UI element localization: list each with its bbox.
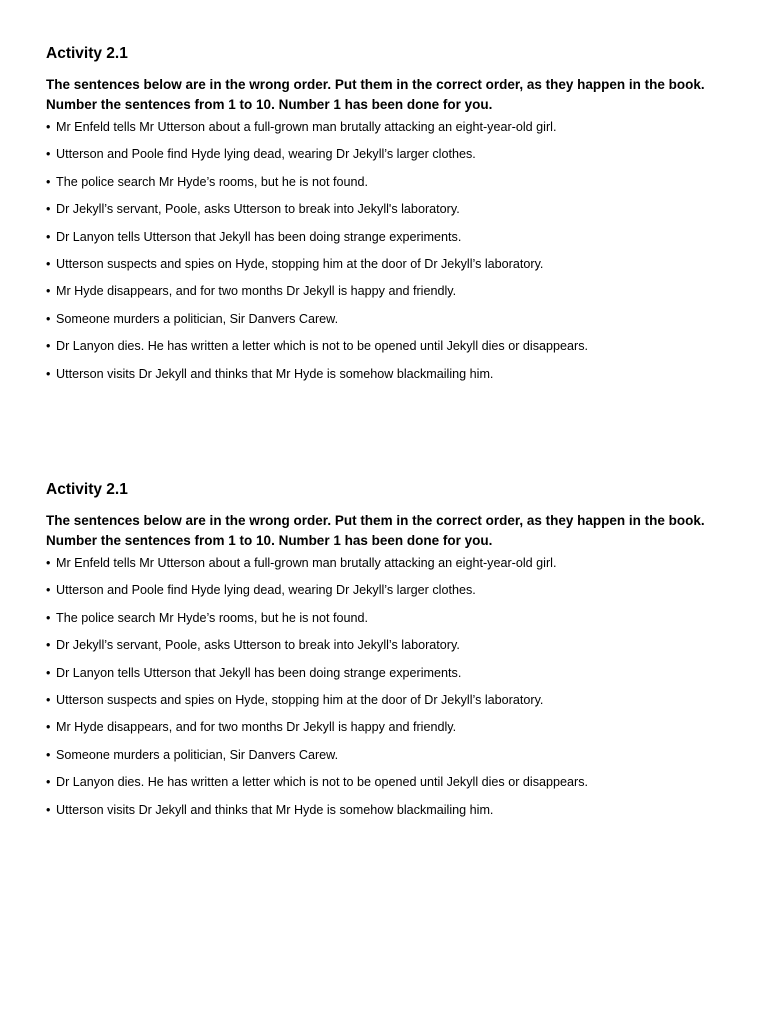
activity-instructions (46, 75, 736, 114)
sentence-item (46, 366, 736, 393)
sentence-text: Mr Enfeld tells Mr Utterson about a full-grown man brutally attacking an eight-year-old girl. (56, 120, 557, 134)
sentence-item (46, 665, 736, 692)
bullet-icon: • (46, 174, 51, 189)
sentence-text: Dr Lanyon dies. He has written a letter which is not to be opened until Jekyll dies or disappears. (56, 775, 589, 790)
instructions-line-2: Number the sentences from 1 to 10. Number 1 has been done for you. (46, 532, 493, 548)
sentence-text: Mr Hyde disappears, and for two months Dr Jekyll is happy and friendly. (56, 284, 457, 299)
bullet-icon: • (46, 665, 51, 680)
sentence-item (46, 229, 736, 256)
sentence-item (46, 719, 736, 746)
bullet-icon: • (46, 556, 51, 570)
sentence-text: Dr Lanyon tells Utterson that Jekyll has been doing strange experiments. (56, 665, 462, 680)
activity-title: Activity 2.1 (46, 45, 128, 62)
bullet-icon: • (46, 256, 51, 271)
bullet-icon: • (46, 202, 51, 217)
instructions-line-2: Number the sentences from 1 to 10. Number 1 has been done for you. (46, 96, 493, 112)
bullet-icon: • (46, 366, 51, 381)
sentence-item (46, 692, 736, 719)
sentence-text: Dr Lanyon tells Utterson that Jekyll has been doing strange experiments. (56, 229, 462, 244)
sentence-text: Utterson and Poole find Hyde lying dead, wearing Dr Jekyll’s larger clothes. (56, 147, 476, 162)
sentence-item (46, 201, 736, 228)
sentence-text: The police search Mr Hyde’s rooms, but he is not found. (56, 174, 368, 189)
sentence-list (46, 555, 736, 829)
instructions-line-1: The sentences below are in the wrong order. Put them in the correct order, as they happen in the book. (46, 513, 705, 528)
sentence-text: Dr Jekyll’s servant, Poole, asks Utterson to break into Jekyll's laboratory. (56, 202, 460, 217)
bullet-icon: • (46, 775, 51, 790)
sentence-item (46, 146, 736, 173)
bullet-icon: • (46, 147, 51, 162)
activity-section-2 (46, 480, 736, 829)
sentence-text: The police search Mr Hyde’s rooms, but he is not found. (56, 610, 368, 625)
bullet-icon: • (46, 692, 51, 707)
bullet-icon: • (46, 747, 51, 762)
sentence-item (46, 119, 736, 146)
sentence-text: Mr Hyde disappears, and for two months Dr Jekyll is happy and friendly. (56, 720, 457, 735)
sentence-text: Mr Enfeld tells Mr Utterson about a full-grown man brutally attacking an eight-year-old girl. (56, 556, 557, 570)
sentence-item (46, 256, 736, 283)
activity-title: Activity 2.1 (46, 481, 128, 498)
sentence-text: Dr Jekyll’s servant, Poole, asks Utterson to break into Jekyll’s laboratory. (56, 638, 460, 653)
sentence-text: Utterson and Poole find Hyde lying dead, wearing Dr Jekyll’s larger clothes. (56, 583, 476, 598)
bullet-icon: • (46, 311, 51, 326)
instructions-line-1: The sentences below are in the wrong order. Put them in the correct order, as they happen in the book. (46, 77, 705, 92)
sentence-item (46, 637, 736, 664)
bullet-icon: • (46, 802, 51, 817)
activity-instructions (46, 511, 736, 550)
bullet-icon: • (46, 720, 51, 735)
sentence-text: Someone murders a politician, Sir Danvers Carew. (56, 747, 339, 762)
sentence-text: Utterson suspects and spies on Hyde, stopping him at the door of Dr Jekyll’s laboratory. (56, 692, 544, 707)
bullet-icon: • (46, 610, 51, 625)
sentence-item (46, 802, 736, 829)
sentence-text: Dr Lanyon dies. He has written a letter which is not to be opened until Jekyll dies or disappears. (56, 339, 589, 354)
sentence-item (46, 747, 736, 774)
sentence-item (46, 338, 736, 365)
sentence-text: Utterson visits Dr Jekyll and thinks that Mr Hyde is somehow blackmailing him. (56, 366, 494, 381)
bullet-icon: • (46, 229, 51, 244)
sentence-item (46, 174, 736, 201)
bullet-icon: • (46, 638, 51, 653)
bullet-icon: • (46, 120, 51, 134)
sentence-item (46, 311, 736, 338)
sentence-item (46, 283, 736, 310)
bullet-icon: • (46, 583, 51, 598)
sentence-text: Utterson visits Dr Jekyll and thinks that Mr Hyde is somehow blackmailing him. (56, 802, 494, 817)
sentence-text: Utterson suspects and spies on Hyde, stopping him at the door of Dr Jekyll’s laboratory. (56, 256, 544, 271)
bullet-icon: • (46, 284, 51, 299)
sentence-list (46, 119, 736, 393)
bullet-icon: • (46, 339, 51, 354)
sentence-item (46, 555, 736, 582)
activity-section-1 (46, 44, 736, 393)
sentence-item (46, 582, 736, 609)
sentence-item (46, 774, 736, 801)
sentence-item (46, 610, 736, 637)
sentence-text: Someone murders a politician, Sir Danvers Carew. (56, 311, 339, 326)
